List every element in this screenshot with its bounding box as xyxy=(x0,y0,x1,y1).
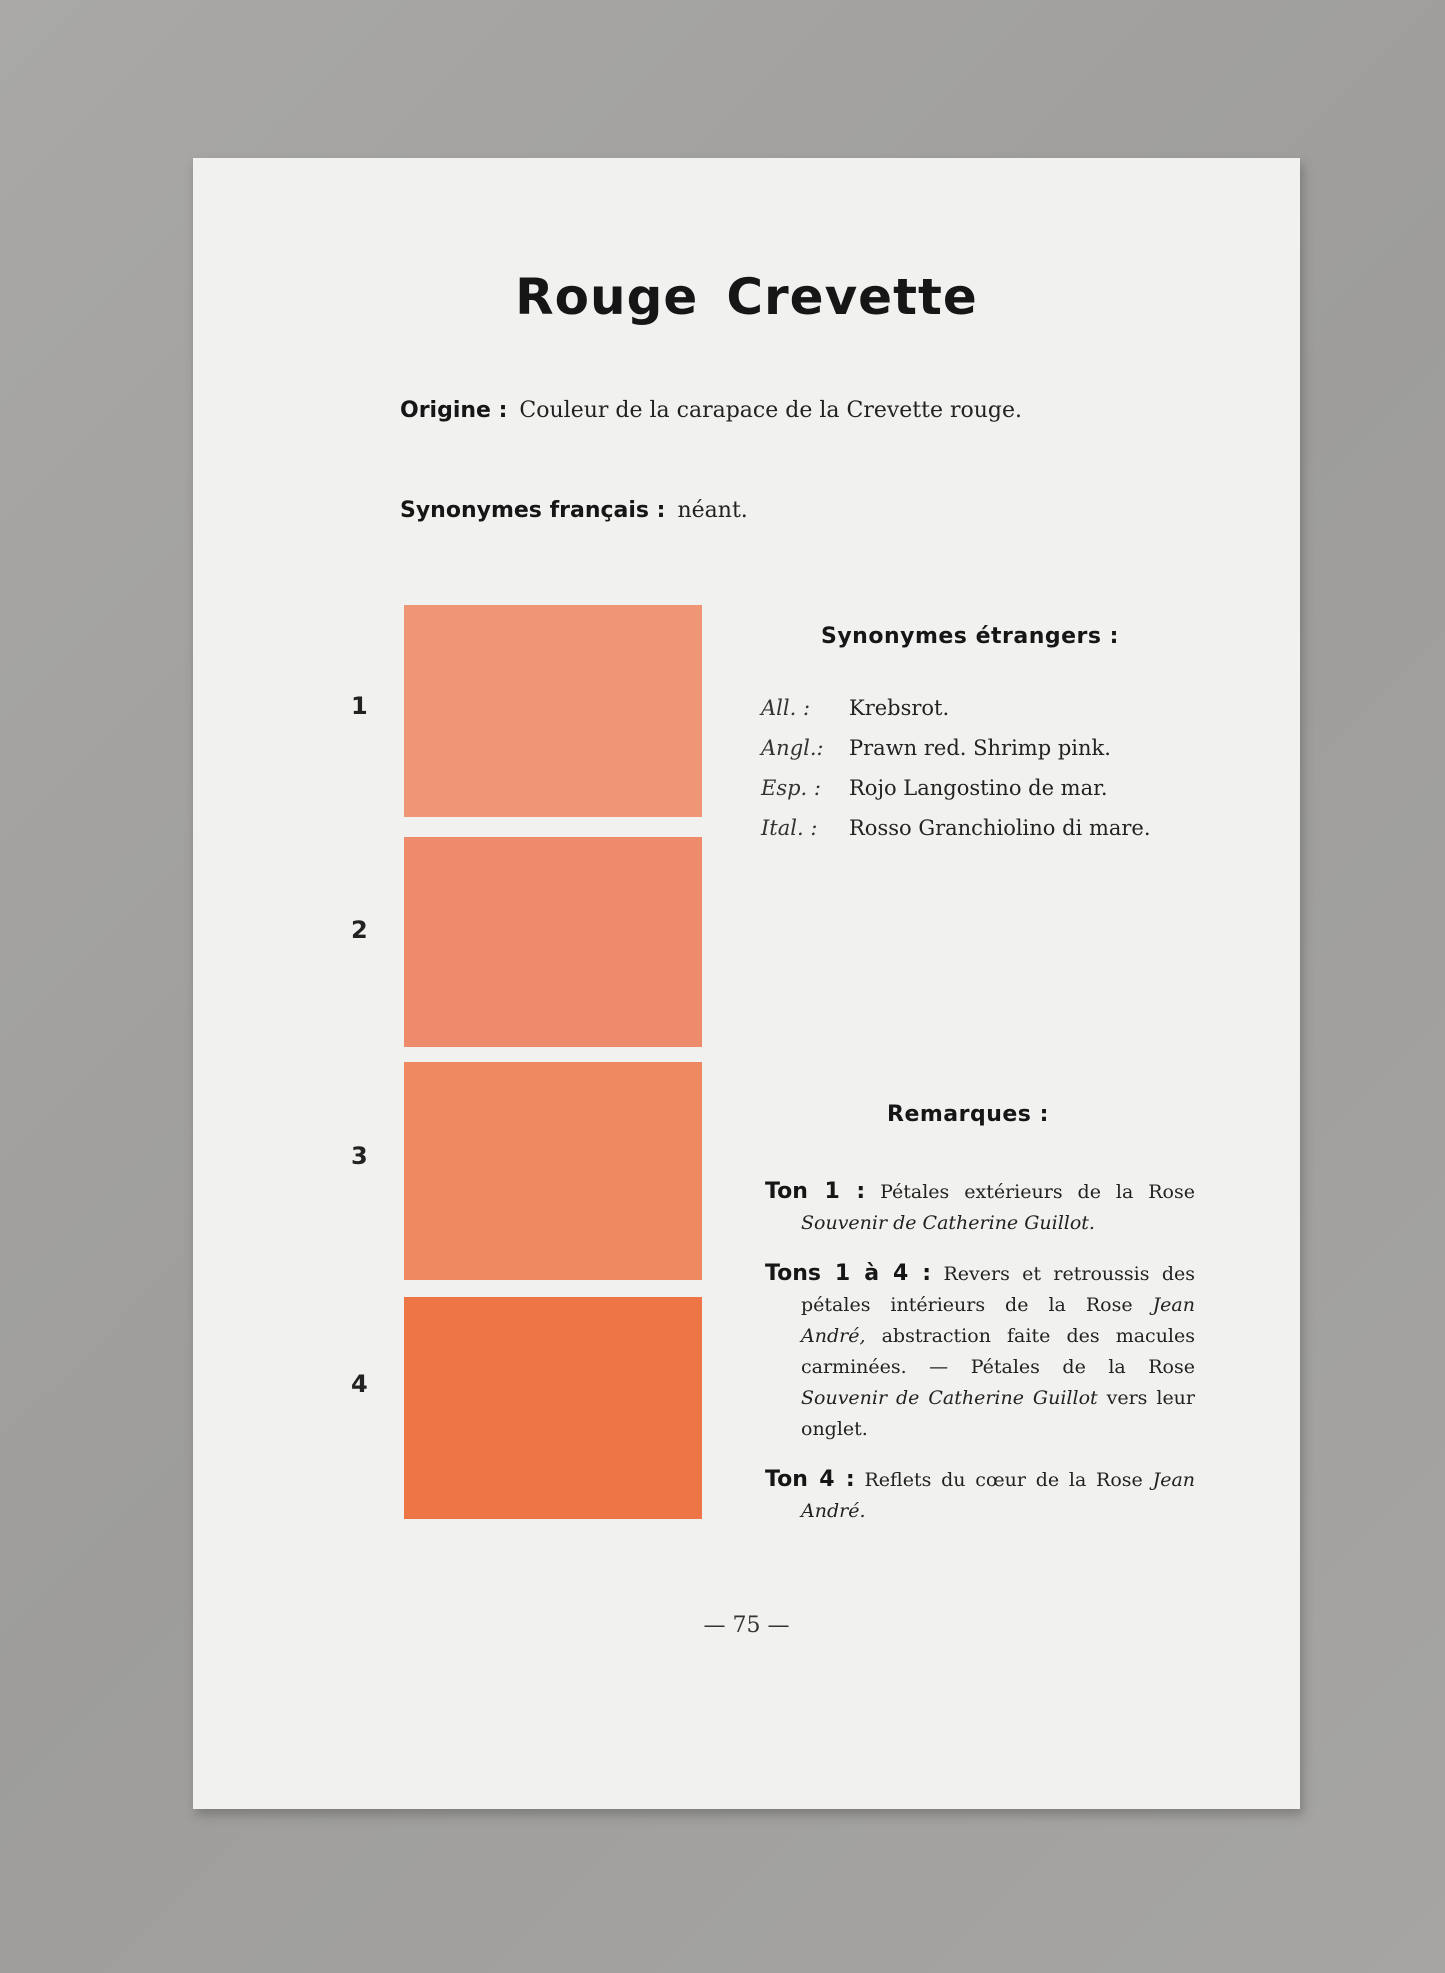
synonym-item xyxy=(761,816,1261,856)
title-word-2: Crevette xyxy=(726,268,978,326)
remark-tag: Ton 4 : xyxy=(765,1467,855,1492)
remark-tone-4 xyxy=(765,1464,1195,1527)
remark-tag: Ton 1 : xyxy=(765,1179,866,1204)
remark-text: vers leur onglet. xyxy=(801,1387,1196,1440)
origin-label: Origine : xyxy=(400,398,508,423)
synonym-language: Angl.: xyxy=(761,736,824,760)
foreign-synonyms-list xyxy=(761,696,1261,856)
plate-page xyxy=(193,158,1300,1809)
tone-number-1: 1 xyxy=(351,692,368,720)
remark-text: abstraction faite des macules carminées. — Pétales de la Rose xyxy=(801,1325,1195,1378)
french-synonyms-label: Synonymes français : xyxy=(400,498,666,523)
synonym-text: Rosso Granchiolino di mare. xyxy=(849,816,1151,840)
remark-text: Pétales extérieurs de la Rose xyxy=(880,1181,1195,1203)
remark-rose-name: Souvenir de Catherine Guillot xyxy=(801,1387,1098,1409)
synonym-language: Esp. : xyxy=(761,776,821,800)
tone-number-3: 3 xyxy=(351,1142,368,1170)
synonym-language: All. : xyxy=(761,696,811,720)
title-word-1: Rouge xyxy=(515,268,699,326)
remark-tone-1 xyxy=(765,1176,1195,1239)
foreign-synonyms-heading: Synonymes étrangers : xyxy=(821,624,1119,649)
remark-tag: Tons 1 à 4 : xyxy=(765,1261,932,1286)
synonym-text: Prawn red. Shrimp pink. xyxy=(849,736,1111,760)
synonym-item xyxy=(761,776,1261,816)
synonym-item xyxy=(761,696,1261,736)
synonym-item xyxy=(761,736,1261,776)
remark-tones-1-4 xyxy=(765,1258,1195,1445)
remark-text: Revers et retroussis des pétales intérieurs de la Rose xyxy=(801,1263,1195,1316)
page-title xyxy=(193,268,1300,326)
remark-rose-name: Jean André. xyxy=(801,1469,1196,1522)
remark-rose-name: Jean André, xyxy=(801,1294,1195,1347)
synonym-text: Krebsrot. xyxy=(849,696,950,720)
remarks-heading: Remarques : xyxy=(887,1102,1049,1127)
synonym-text: Rojo Langostino de mar. xyxy=(849,776,1108,800)
tone-number-4: 4 xyxy=(351,1370,368,1398)
tone-number-2: 2 xyxy=(351,916,368,944)
synonym-language: Ital. : xyxy=(761,816,818,840)
remarks-block xyxy=(765,1176,1195,1537)
remark-text: Reflets du cœur de la Rose xyxy=(864,1469,1143,1491)
page-number: — 75 — xyxy=(703,1613,790,1638)
color-swatch-4 xyxy=(404,1297,702,1519)
origin-line xyxy=(400,398,1022,423)
origin-text: Couleur de la carapace de la Crevette rouge. xyxy=(519,398,1023,423)
remark-rose-name: Souvenir de Catherine Guillot. xyxy=(801,1212,1095,1234)
color-swatch-1 xyxy=(404,605,702,817)
french-synonyms-line xyxy=(400,498,748,523)
color-swatch-3 xyxy=(404,1062,702,1280)
color-swatch-2 xyxy=(404,837,702,1047)
french-synonyms-text: néant. xyxy=(677,498,748,523)
